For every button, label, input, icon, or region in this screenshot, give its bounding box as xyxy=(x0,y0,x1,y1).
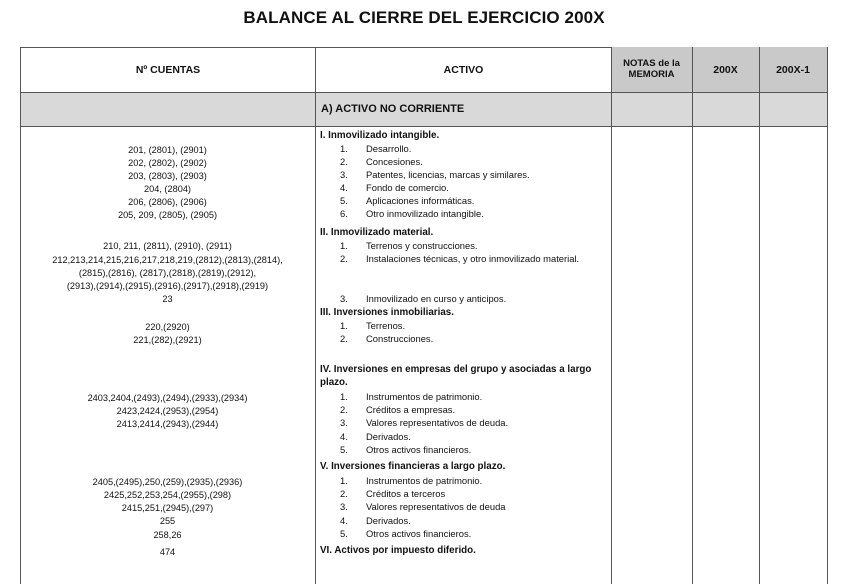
account-codes: 221,(282),(2921) xyxy=(133,335,202,345)
account-codes: 474 xyxy=(159,547,176,557)
line-label: Valores representativos de deuda xyxy=(366,501,506,512)
line-label: Otros activos financieros. xyxy=(366,528,472,539)
line-item xyxy=(320,293,506,306)
line-label: Valores representativos de deuda. xyxy=(366,417,509,428)
line-number: 5. xyxy=(340,195,348,206)
account-codes: 220,(2920) xyxy=(145,322,190,332)
line-number: 1. xyxy=(340,143,348,154)
account-codes: 204, (2804) xyxy=(144,184,191,194)
line-number: 1. xyxy=(340,240,348,251)
account-codes: 2413,2414,(2943),(2944) xyxy=(116,419,219,429)
group-heading: I. Inmovilizado intangible. xyxy=(320,130,440,141)
line-number: 2. xyxy=(340,404,348,415)
line-label: Inmovilizado en curso y anticipos. xyxy=(366,293,507,304)
account-codes: 206, (2806), (2906) xyxy=(128,197,207,207)
section-activo-no-corriente: A) ACTIVO NO CORRIENTE xyxy=(321,103,465,115)
line-label: Fondo de comercio. xyxy=(366,182,449,193)
line-number: 1. xyxy=(340,320,348,331)
line-label: Otro inmovilizado intangible. xyxy=(366,208,484,219)
line-number: 3. xyxy=(340,293,348,304)
line-label: Desarrollo. xyxy=(366,143,412,154)
page-title: BALANCE AL CIERRE DEL EJERCICIO 200X xyxy=(243,8,605,27)
line-label: Terrenos y construcciones. xyxy=(366,240,478,251)
line-item xyxy=(320,253,591,266)
line-label: Créditos a empresas. xyxy=(366,404,456,415)
line-label: Aplicaciones informáticas. xyxy=(366,195,475,206)
line-item xyxy=(320,417,508,430)
account-codes: 203, (2803), (2903) xyxy=(128,171,207,181)
line-label: Instalaciones técnicas, y otro inmovilizado material. xyxy=(366,253,580,264)
header-year-previous: 200X-1 xyxy=(759,47,827,92)
account-codes: 2423,2424,(2953),(2954) xyxy=(116,406,219,416)
account-codes: 202, (2802), (2902) xyxy=(128,158,207,168)
account-codes: 2403,2404,(2493),(2494),(2933),(2934) xyxy=(87,393,248,403)
header-activo: ACTIVO xyxy=(443,63,484,76)
line-number: 2. xyxy=(340,156,348,167)
line-number: 4. xyxy=(340,182,348,193)
line-number: 3. xyxy=(340,417,348,428)
line-number: 1. xyxy=(340,475,348,486)
line-item xyxy=(320,195,474,208)
line-label: Terrenos. xyxy=(366,320,406,331)
line-number: 2. xyxy=(340,333,348,344)
line-item xyxy=(320,528,471,541)
line-item xyxy=(320,208,484,221)
divider xyxy=(20,126,828,127)
line-number: 6. xyxy=(340,208,348,219)
divider xyxy=(692,47,693,584)
account-codes: 210, 211, (2811), (2910), (2911) xyxy=(103,241,232,251)
divider xyxy=(759,47,760,584)
line-number: 2. xyxy=(340,253,348,264)
account-codes: 212,213,214,215,216,217,218,219,(2812),(2813),(2814), xyxy=(52,255,283,265)
account-codes: (2913),(2914),(2915),(2916),(2917),(2918),(2919) xyxy=(66,281,269,291)
line-label: Créditos a terceros xyxy=(366,488,446,499)
account-codes: 205, 209, (2805), (2905) xyxy=(117,210,218,220)
account-codes: 258,26 xyxy=(153,530,182,540)
group-heading: III. Inversiones inmobiliarias. xyxy=(320,307,454,318)
line-label: Otros activos financieros. xyxy=(366,444,472,455)
header-notas-memoria: NOTAS de la MEMORIA xyxy=(611,47,692,92)
account-codes: 201, (2801), (2901) xyxy=(128,145,207,155)
account-codes: 23 xyxy=(162,294,173,304)
line-item xyxy=(320,444,471,457)
line-item xyxy=(320,156,423,169)
account-codes: (2815),(2816), (2817),(2818),(2819),(2912), xyxy=(78,268,257,278)
line-label: Derivados. xyxy=(366,431,411,442)
line-number: 3. xyxy=(340,501,348,512)
account-codes: 2415,251,(2945),(297) xyxy=(121,503,214,513)
account-codes: 2405,(2495),250,(259),(2935),(2936) xyxy=(92,477,243,487)
account-codes: 255 xyxy=(159,516,176,526)
divider xyxy=(315,47,316,584)
group-heading: II. Inmovilizado material. xyxy=(320,227,434,238)
line-item xyxy=(320,182,449,195)
line-number: 3. xyxy=(340,169,348,180)
line-item xyxy=(320,475,482,488)
line-item xyxy=(320,391,482,404)
line-item xyxy=(320,431,411,444)
line-number: 2. xyxy=(340,488,348,499)
account-codes: 2425,252,253,254,(2955),(298) xyxy=(103,490,232,500)
group-heading: IV. Inversiones en empresas del grupo y asociadas a largo plazo. xyxy=(320,364,592,388)
line-label: Derivados. xyxy=(366,515,411,526)
divider xyxy=(20,92,828,93)
header-cuentas: Nº CUENTAS xyxy=(135,63,201,76)
line-item xyxy=(320,488,445,501)
line-number: 5. xyxy=(340,528,348,539)
divider xyxy=(611,47,612,584)
line-item xyxy=(320,320,405,333)
line-label: Instrumentos de patrimonio. xyxy=(366,475,483,486)
line-item xyxy=(320,169,530,182)
line-number: 4. xyxy=(340,515,348,526)
line-item xyxy=(320,404,455,417)
line-item xyxy=(320,240,478,253)
line-label: Construcciones. xyxy=(366,333,434,344)
line-label: Concesiones. xyxy=(366,156,423,167)
line-label: Patentes, licencias, marcas y similares. xyxy=(366,169,530,180)
group-heading: V. Inversiones financieras a largo plazo. xyxy=(320,461,506,472)
line-item xyxy=(320,143,411,156)
line-label: Instrumentos de patrimonio. xyxy=(366,391,483,402)
line-item xyxy=(320,333,433,346)
header-year-current: 200X xyxy=(692,47,759,92)
line-number: 1. xyxy=(340,391,348,402)
line-number: 4. xyxy=(340,431,348,442)
group-heading: VI. Activos por impuesto diferido. xyxy=(320,545,476,556)
line-number: 5. xyxy=(340,444,348,455)
line-item xyxy=(320,515,411,528)
line-item xyxy=(320,501,506,514)
